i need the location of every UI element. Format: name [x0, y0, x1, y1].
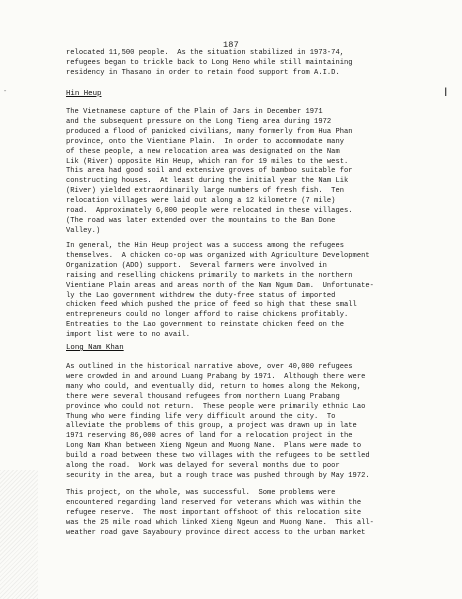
page-number: 187 [222, 40, 240, 50]
intro-paragraph: relocated 11,500 people. As the situation stabilized in 1973-74, refugees began to trickle back to Long Heno while still maintaining residency in Thasano in order to retain food support from A.I.D. [66, 49, 353, 77]
scan-noise-edge [0, 470, 38, 599]
long-nam-khan-heading: Long Nam Khan [66, 344, 124, 352]
margin-mark-right: | [443, 87, 449, 97]
hin-heup-paragraph-2: In general, the Hin Heup project was a success among the refugees themselves. A chicken co-op was organized with Agriculture Development Organization (ADO) support. Several farmers were involved in raising and reselling chickens primarily to markets in the northern Vientiane Plain areas and areas north of the Nam Ngum Dam. Unfortunate- ly the Lao government withdrew the duty-free status of imported chicken feed which pushed the price of feed so high that these small entrepreneurs could no longer afford to raise chickens profitably. Entreaties to the Lao government to reinstate chicken feed on the import list were to no avail. [66, 242, 374, 340]
long-nam-khan-paragraph-1: As outlined in the historical narrative above, over 40,000 refugees were crowded in and around Luang Prabang by 1971. Although there were many who could, and eventually did, return to homes along the Mekong, there were several thousand refugees from northern Luang Prabang province who could not return. These people were primarily ethnic Lao Thung who were finding life very difficult around the city. To alleviate the problems of this group, a project was drawn up in late 1971 reserving 86,000 acres of land for a relocation project in the Long Nam Khan between Xieng Ngeun and Muong Nane. Plans were made to build a road between these two villages with the refugees to be settled along the road. Work was delayed for several months due to poor security in the area, but a rough trace was pushed through by May 1972. [66, 363, 370, 480]
margin-mark-left: - [3, 88, 8, 96]
long-nam-khan-paragraph-2: This project, on the whole, was successful. Some problems were encountered regarding land reserved for veterans which was within the refugee reserve. The most important offshoot of this relocation site was the 25 mile road which linked Xieng Ngeun and Muong Nane. This all- weather road gave Sayaboury province direct access to the urban market [66, 489, 374, 537]
hin-heup-paragraph-1: The Vietnamese capture of the Plain of Jars in December 1971 and the subsequent pressure on the Long Tieng area during 1972 produced a flood of panicked civilians, many formerly from Hua Phan province, onto the Vientiane Plain. In order to accommodate many of these people, a new relocation area was designated on the Nam Lik (River) opposite Hin Heup, which ran for 19 miles to the west. This area had good soil and extensive groves of bamboo suitable for constructing houses. At least during the initial year the Nam Lik (River) yielded extraordinarily large numbers of fresh fish. Ten relocation villages were laid out along a 12 kilometre (7 mile) road. Approximately 6,000 people were relocated in these villages. (The road was later extended over the mountains to the Ban Done Valley.) [66, 108, 353, 235]
hin-heup-heading: Hin Heup [66, 90, 102, 98]
